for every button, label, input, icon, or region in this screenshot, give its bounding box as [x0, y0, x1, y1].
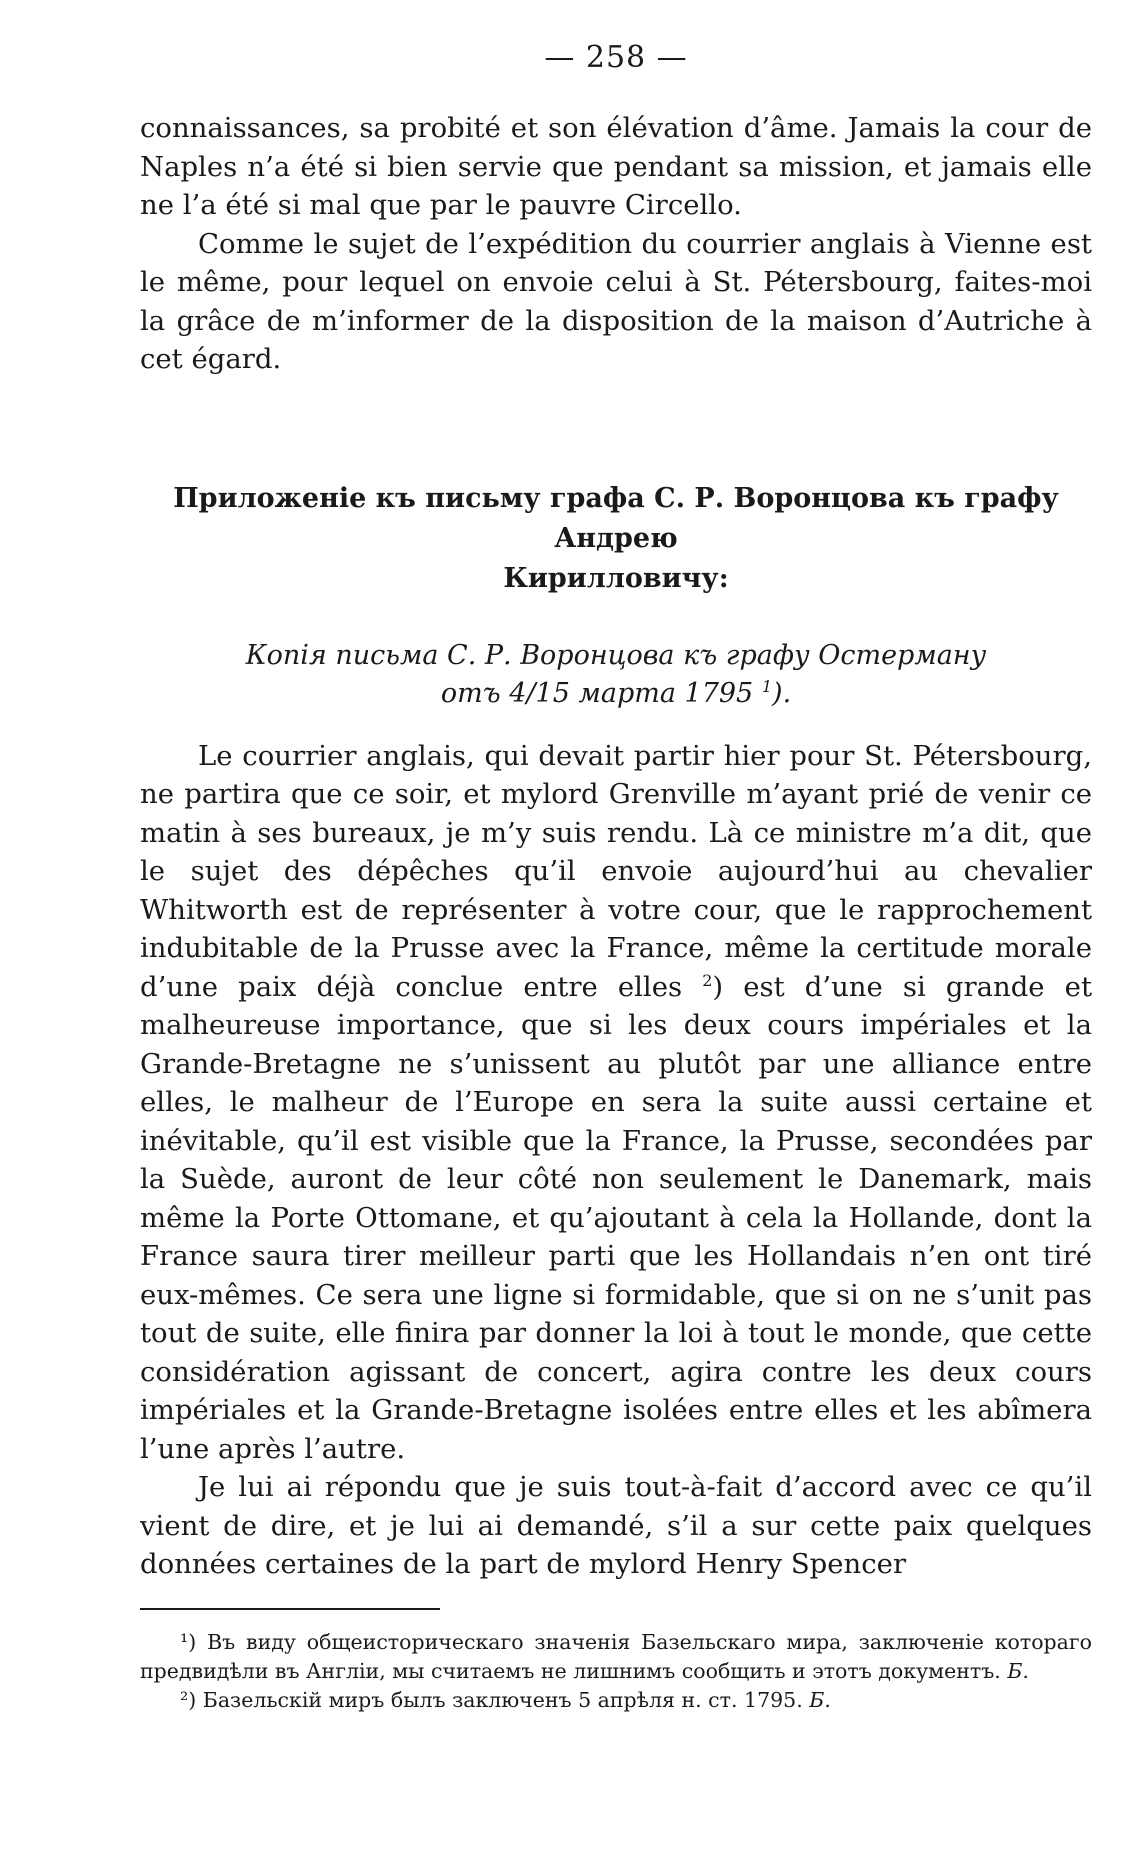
appendix-heading-line1: Приложеніе къ письму графа С. Р. Воронцова къ графу Андрею: [173, 482, 1059, 554]
paragraph-continuation: connaissances, sa probité et son élévation d’âme. Jamais la cour de Naples n’a été si bien servie que pendant sa mission, et jamais elle ne l’a été si mal que par le pauvre Circello.: [140, 112, 1092, 221]
letter-copy-title-line1: Копія письма С. Р. Воронцова къ графу Остерману: [245, 639, 987, 671]
footnote-2: [140, 1686, 1092, 1715]
footnote-2-sign: Б.: [809, 1687, 831, 1712]
footnote-ref-2: 2: [702, 970, 713, 990]
letter-body-1-part2: ) est d’une si grande et malheureuse importance, que si les deux cours impériales et la Grande-Bretagne ne s’unissent au plutôt par une alliance entre elles, le malheur de l’Europe en sera la suite aussi certaine et inévitable, qu’il est visible que la France, la Prusse, secondées par la Suède, auront de leur côté non seulement le Danemark, mais même la Porte Ottomane, et qu’ajoutant à cela la Hollande, dont la France saura tirer meilleur parti que les Hollandais n’en ont tiré eux-mêmes. Ce sera une ligne si formidable, que si on ne s’unit pas tout de suite, elle finira par donner la loi à tout le monde, que cette considération agissant de concert, agira contre les deux cours impériales et la Grande-Bretagne isolées entre elles et les abîmera l’une après l’autre.: [140, 970, 1092, 1465]
footnote-1-mark: ¹): [180, 1629, 197, 1654]
subheading-gap: [140, 713, 1092, 737]
paragraph-letter-body-2: Je lui ai répondu que je suis tout-à-fait d’accord avec ce qu’il vient de dire, et je lui ai demandé, s’il a sur cette paix quelques données certaines de la part de mylord Henry Spencer: [140, 1471, 1092, 1580]
footnote-1: [140, 1628, 1092, 1686]
footnote-2-mark: ²): [180, 1687, 197, 1712]
letter-date: отъ 4/15 марта 1795: [440, 677, 754, 709]
paragraph-courrier-vienne: Comme le sujet de l’expédition du courrier anglais à Vienne est le même, pour lequel on envoie celui à St. Pétersbourg, faites-moi la grâce de m’informer de la disposition de la maison d’Autriche à cet égard.: [140, 227, 1092, 375]
footnote-ref-1: 1: [761, 676, 773, 696]
footnote-2-text: Базельскій миръ былъ заключенъ 5 апрѣля н. ст. 1795.: [202, 1687, 803, 1712]
section-gap: [140, 379, 1092, 479]
heading-gap: [140, 599, 1092, 637]
footnote-1-text: Въ виду общеисторическаго значенія Базельскаго мира, заключеніе котораго предвидѣли въ Англіи, мы считаемъ не лишнимъ сообщить и этотъ документъ.: [140, 1629, 1092, 1683]
footnote-separator: [140, 1608, 440, 1610]
paragraph-letter-body-1: [140, 737, 1092, 1469]
page-number: — 258 —: [544, 40, 688, 75]
appendix-heading-line2: Кирилловичу:: [503, 562, 729, 594]
letter-body-1-part1: Le courrier anglais, qui devait partir hier pour St. Pétersbourg, ne partira que ce soir, et mylord Grenville m’ayant prié de venir ce matin à ses bureaux, je m’y suis rendu. Là ce ministre m’a dit, que le sujet des dépêches qu’il envoie aujourd’hui au chevalier Whitworth est de représenter à votre cour, que le rapprochement indubitable de la Prusse avec la France, même la certitude morale d’une paix déjà conclue entre elles: [140, 739, 1092, 1003]
footnote-1-sign: Б.: [1007, 1658, 1029, 1683]
letter-date-close: ).: [772, 677, 792, 709]
document-page: [140, 40, 1092, 1715]
letter-copy-title-line2: [140, 675, 1092, 713]
